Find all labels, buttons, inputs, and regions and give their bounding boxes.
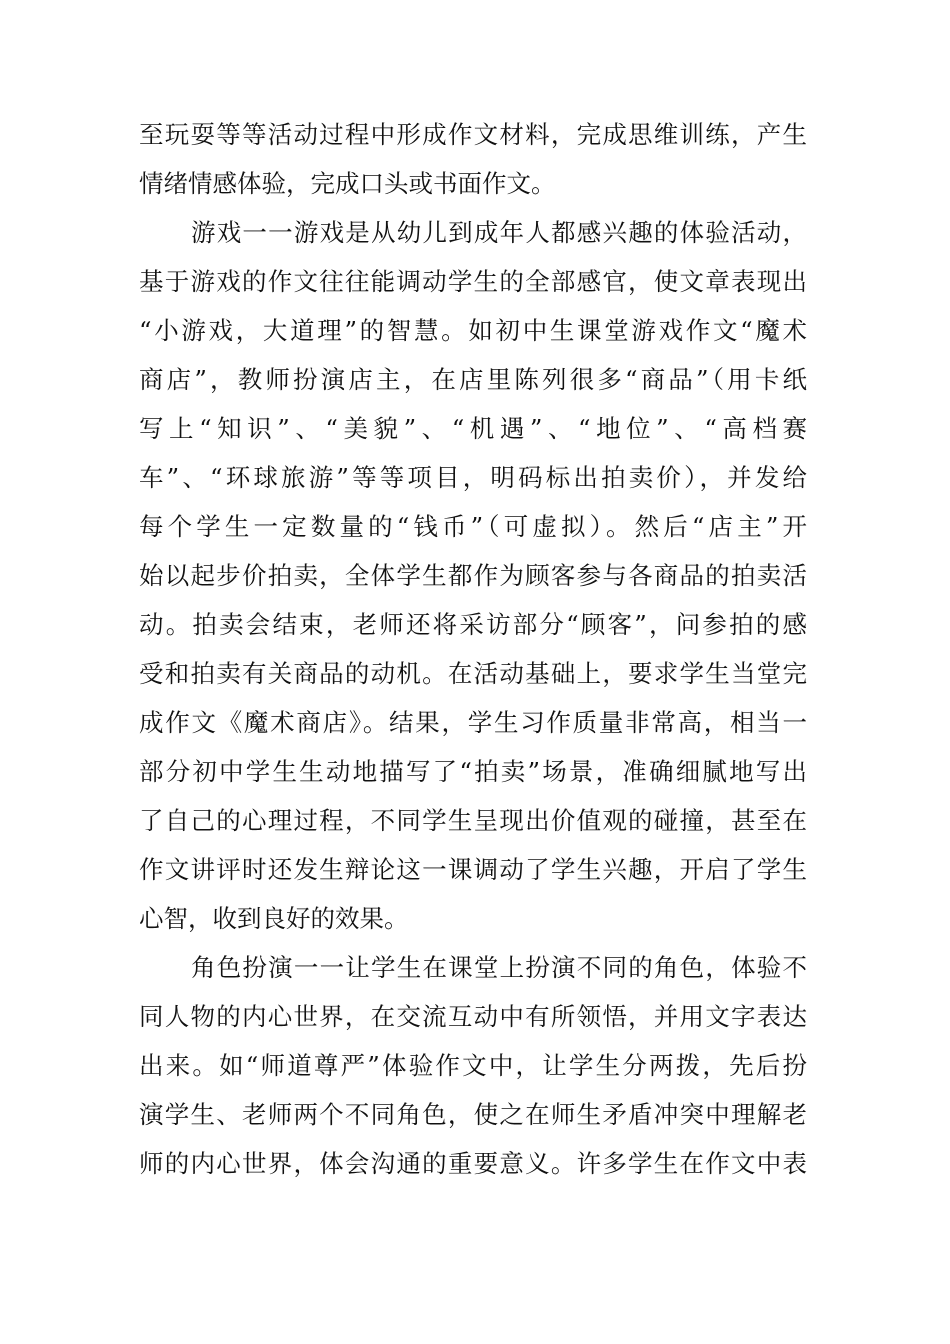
text-line: 受和拍卖有关商品的动机。在活动基础上，要求学生当堂完 <box>139 659 807 688</box>
text-line: 每个学生一定数量的“钱币”（可虚拟）。然后“店主”开 <box>139 512 807 541</box>
paragraph-start-line: 角色扮演一一让学生在课堂上扮演不同的角色，体验不 <box>191 953 807 982</box>
text-line: 出来。如“师道尊严”体验作文中，让学生分两拨，先后扮 <box>139 1051 807 1080</box>
text-line: 作文讲评时还发生辩论这一课调动了学生兴趣，开启了学生 <box>139 855 807 884</box>
text-line: 心智，收到良好的效果。 <box>139 904 409 933</box>
text-line: 部分初中学生生动地描写了“拍卖”场景，准确细腻地写出 <box>139 757 807 786</box>
text-line: 师的内心世界，体会沟通的重要意义。许多学生在作文中表 <box>139 1149 807 1178</box>
text-line: 至玩耍等等活动过程中形成作文材料，完成思维训练，产生 <box>139 120 807 149</box>
text-line: 车”、“环球旅游”等等项目，明码标出拍卖价），并发给 <box>139 463 807 492</box>
text-line: “小游戏，大道理”的智慧。如初中生课堂游戏作文“魔术 <box>139 316 807 345</box>
text-line: 成作文《魔术商店》。结果，学生习作质量非常高，相当一 <box>139 708 807 737</box>
body-text <box>139 110 807 1188</box>
paragraph-start-line: 游戏一一游戏是从幼儿到成年人都感兴趣的体验活动， <box>191 218 807 247</box>
text-line: 写上“知识”、“美貌”、“机遇”、“地位”、“高档赛 <box>139 414 807 443</box>
text-line: 同人物的内心世界，在交流互动中有所领悟，并用文字表达 <box>139 1002 807 1031</box>
text-line: 了自己的心理过程，不同学生呈现出价值观的碰撞，甚至在 <box>139 806 807 835</box>
text-line: 商店”，教师扮演店主，在店里陈列很多“商品”（用卡纸 <box>139 365 807 394</box>
text-line: 动。拍卖会结束，老师还将采访部分“顾客”，问参拍的感 <box>139 610 807 639</box>
text-line: 基于游戏的作文往往能调动学生的全部感官，使文章表现出 <box>139 267 807 296</box>
text-line: 始以起步价拍卖，全体学生都作为顾客参与各商品的拍卖活 <box>139 561 807 590</box>
text-line: 情绪情感体验，完成口头或书面作文。 <box>139 169 556 198</box>
text-line: 演学生、老师两个不同角色，使之在师生矛盾冲突中理解老 <box>139 1100 807 1129</box>
